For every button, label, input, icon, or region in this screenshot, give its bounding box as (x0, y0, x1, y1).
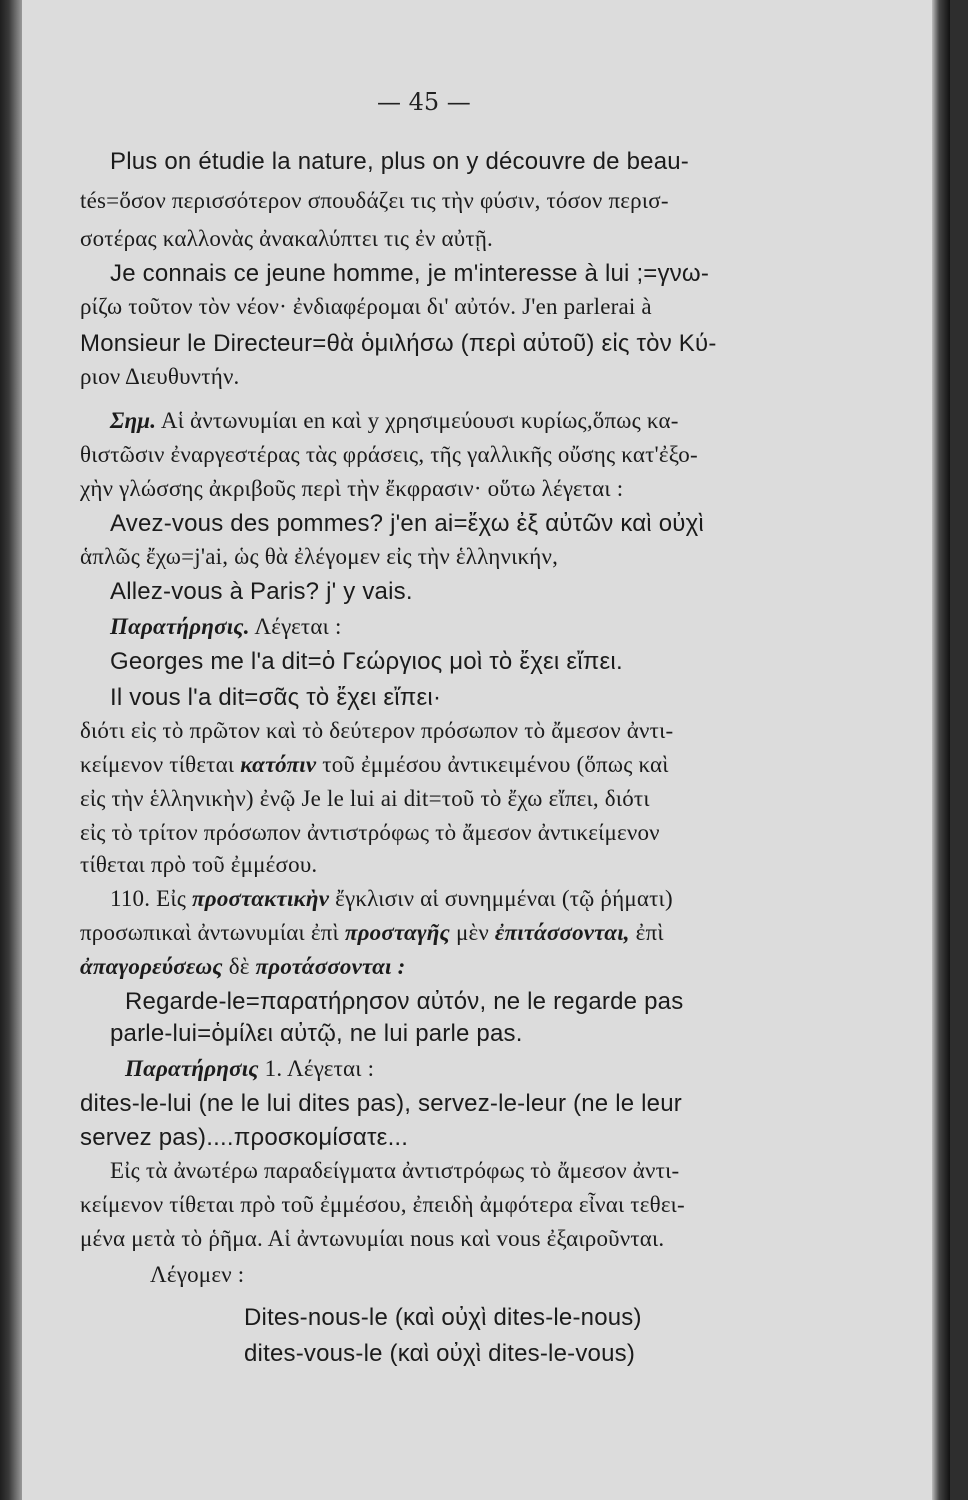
text-line: Εἰς τὰ ἀνωτέρω παραδείγματα ἀντιστρόφως τὸ ἄμεσον ἀντι- (110, 1158, 680, 1183)
scanned-page (22, 0, 950, 1500)
remark-label: Παρατήρησις. (110, 614, 250, 639)
text-span: κείμενον τίθεται (80, 752, 241, 777)
text-span: προσωπικαὶ ἀντωνυμίαι ἐπὶ (80, 920, 345, 945)
text-line: Je connais ce jeune homme, je m'interesse à lui ;=γνω- (110, 260, 710, 287)
text-line: Regarde-le=παρατήρησον αὐτόν, ne le regarde pas (125, 988, 684, 1015)
remark-label: Παρατήρησις (125, 1056, 259, 1081)
text-line (80, 954, 405, 980)
remark-line (125, 1056, 374, 1082)
emphasis: προσταγῆς (344, 920, 450, 945)
section-110-line (110, 886, 673, 912)
text-span: 110. Εἰς (110, 886, 193, 911)
text-line: Plus on étudie la nature, plus on y découvre de beau- (110, 148, 689, 175)
text-line: θιστῶσιν ἐναργεστέρας τὰς φράσεις, τῆς γαλλικῆς οὔσης κατ'ἐξο- (80, 442, 698, 467)
text-line: εἰς τὴν ἑλληνικὴν) ἐνῷ Je le lui ai dit=τοῦ τὸ ἔχω εἴπει, διότι (80, 786, 650, 811)
note-text: Αἱ ἀντωνυμίαι en καὶ y χρησιμεύουσι κυρίως,ὅπως κα- (156, 408, 679, 433)
text-span: μὲν (450, 920, 495, 945)
text-line: τίθεται πρὸ τοῦ ἐμμέσου. (80, 852, 318, 877)
text-line: Il vous l'a dit=σᾶς τὸ ἔχει εἴπει· (110, 684, 442, 711)
text-line: κείμενον τίθεται πρὸ τοῦ ἐμμέσου, ἐπειδὴ ἀμφότερα εἶναι τεθει- (80, 1192, 685, 1217)
remark-text: 1. Λέγεται : (258, 1056, 375, 1081)
text-line: Avez-vous des pommes? j'en ai=ἔχω ἐξ αὐτῶν καὶ οὐχὶ (110, 510, 704, 537)
text-line: ρίζω τοῦτον τὸν νέον· ἐνδιαφέρομαι δι' αὐτόν. J'en parlerai à (80, 294, 652, 319)
text-span: δὲ (222, 954, 256, 979)
remark-text: Λέγεται : (249, 614, 342, 639)
note-line (110, 408, 679, 434)
example-line: Dites-nous-le (καὶ οὐχὶ dites-le-nous) (244, 1304, 642, 1331)
book-gutter (0, 0, 22, 1500)
text-line: ριον Διευθυντήν. (80, 364, 240, 389)
emphasis: προτάσσονται : (255, 954, 406, 979)
text-line (80, 752, 669, 778)
note-label: Σημ. (110, 408, 157, 433)
text-line: Allez-vous à Paris? j' y vais. (110, 578, 413, 605)
text-span: ἐπὶ (629, 920, 664, 945)
remark-line (110, 614, 342, 640)
text-line: servez pas)....προσκομίσατε... (80, 1124, 409, 1151)
text-line: χὴν γλώσσης ἀκριβοῦς περὶ τὴν ἔκφρασιν· οὕτω λέγεται : (80, 476, 624, 501)
text-line: Monsieur le Directeur=θὰ ὁμιλήσω (περὶ αὐτοῦ) εἰς τὸν Κύ- (80, 330, 717, 357)
text-line (80, 920, 664, 946)
text-line: parle-lui=ὁμίλει αὐτῷ, ne lui parle pas. (110, 1020, 523, 1047)
text-line: σοτέρας καλλονὰς ἀνακαλύπτει τις ἐν αὐτῇ. (80, 226, 494, 251)
text-line: dites-le-lui (ne le lui dites pas), servez-le-leur (ne le leur (80, 1090, 682, 1117)
page-edge (932, 0, 950, 1500)
text-line: tés=ὅσον περισσότερον σπουδάζει τις τὴν φύσιν, τόσον περισ- (80, 188, 669, 213)
text-line: εἰς τὸ τρίτον πρόσωπον ἀντιστρόφως τὸ ἄμεσον ἀντικείμενον (80, 820, 660, 845)
emphasis: κατόπιν (240, 752, 317, 777)
text-span: ἔγκλισιν αἱ συνημμέναι (τῷ ῥήματι) (329, 886, 673, 911)
text-line: μένα μετὰ τὸ ῥῆμα. Αἱ ἀντωνυμίαι nous καὶ vous ἐξαιροῦνται. (80, 1226, 665, 1251)
emphasis: προστακτικὴν (192, 886, 330, 911)
emphasis: ἀπαγορεύσεως (80, 954, 223, 979)
text-line: ἁπλῶς ἔχω=j'ai, ὡς θὰ ἐλέγομεν εἰς τὴν ἑλληνικήν, (80, 544, 559, 569)
emphasis: ἐπιτάσσονται, (494, 920, 630, 945)
text-span: τοῦ ἐμμέσου ἀντικειμένου (ὅπως καὶ (316, 752, 669, 777)
text-line: διότι εἰς τὸ πρῶτον καὶ τὸ δεύτερον πρόσωπον τὸ ἄμεσον ἀντι- (80, 718, 674, 743)
text-line: Λέγομεν : (150, 1262, 245, 1287)
page-number: — 45 — (377, 88, 471, 116)
example-line: dites-vous-le (καὶ οὐχὶ dites-le-vous) (244, 1340, 636, 1367)
text-line: Georges me l'a dit=ὁ Γεώργιος μοὶ τὸ ἔχει εἴπει. (110, 648, 623, 675)
